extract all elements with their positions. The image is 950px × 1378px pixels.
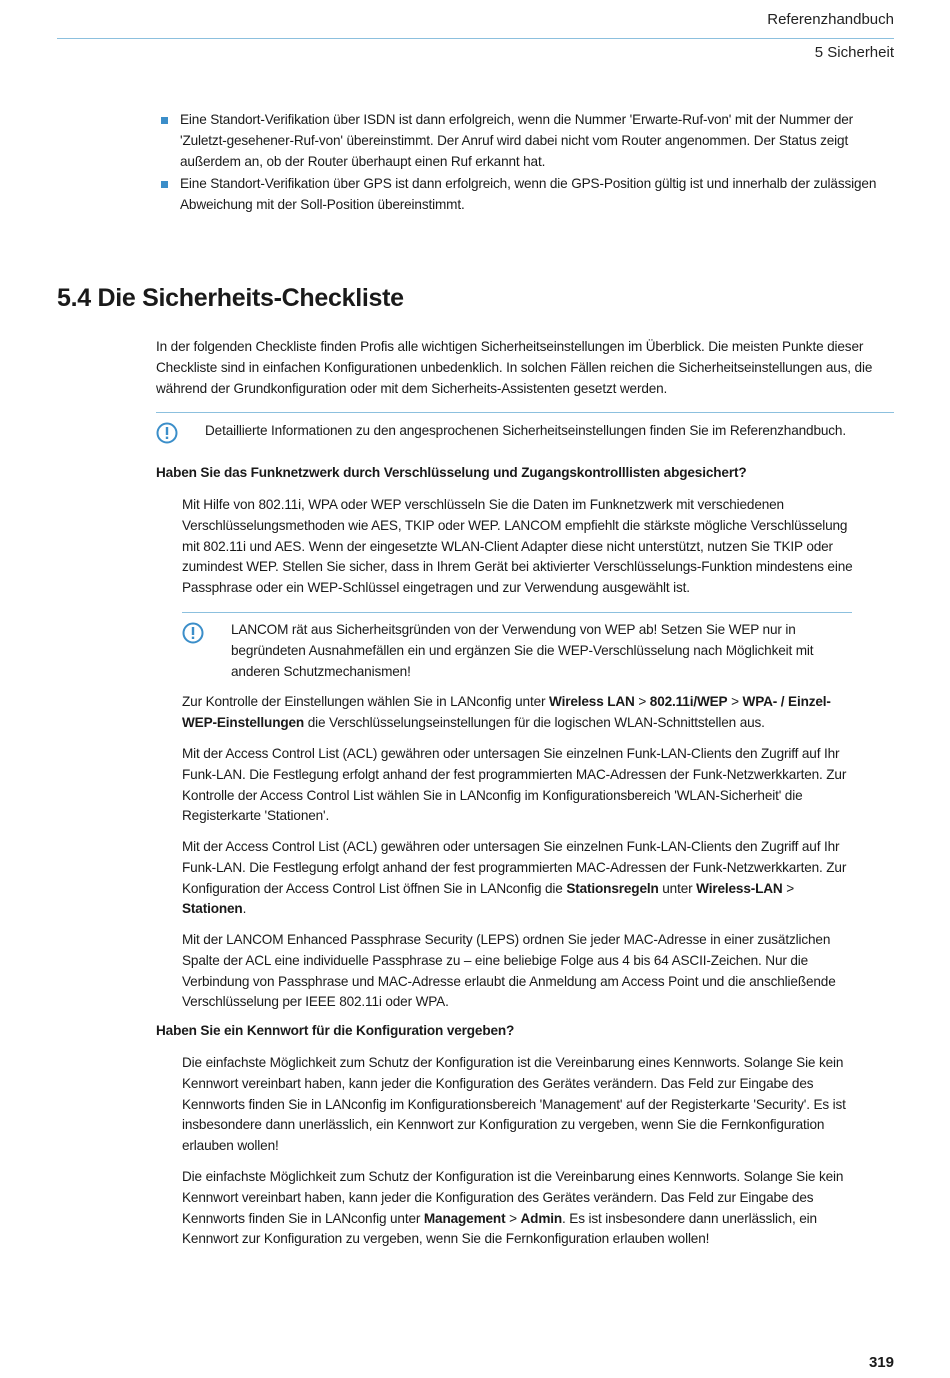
- intro-paragraph: In der folgenden Checkliste finden Profis alle wichtigen Sicherheitseinstellungen im Überblick. Die meisten Punkte dieser Checkliste sind in einfachen Konfigurationen unbedenklich. In solchen Fällen reichen die Sicherheitseinstellungen aus, die während der Grundkonfiguration oder mit dem Sicherheits-Assistenten gesetzt werden.: [156, 339, 873, 396]
- menu-path-wireless-lan: Wireless LAN: [549, 694, 635, 709]
- menu-path-wireless-lan: Wireless-LAN: [696, 880, 783, 896]
- paragraph: Die einfachste Möglichkeit zum Schutz der Konfiguration ist die Vereinbarung eines Kennworts. Solange Sie kein Kennwort vereinbart haben, kann jeder die Konfiguration des Gerätes verändern. Das Feld zur Eingabe des Kennworts finden Sie in LANconfig im Konfigurationsbereich 'Management' auf der Registerkarte 'Security'. Es ist insbesondere dann unerlässlich, ein Kennwort zur Konfiguration zu vergeben, wenn Sie die Fernkonfiguration erlauben wollen!: [182, 1055, 846, 1154]
- paragraph: Mit der Access Control List (ACL) gewähren oder untersagen Sie einzelnen Funk-LAN-Clients den Zugriff auf Ihr Funk-LAN. Die Festlegung erfolgt anhand der fest programmierten MAC-Adressen der Funk-Netzwerkkarten. Zur Konfiguration der Access Control List öffnen Sie in LANconfig die Stationsregeln unter Wireless-LAN > Stationen.: [182, 839, 847, 917]
- list-item: [160, 110, 896, 172]
- note-text: Detaillierte Informationen zu den angesprochenen Sicherheitseinstellungen finden Sie im Referenzhandbuch.: [205, 423, 846, 438]
- menu-path-wpa-wep-settings: WPA- / Einzel-WEP-Einstellungen: [182, 694, 831, 730]
- note-rule: [156, 412, 894, 413]
- question-heading: Haben Sie das Funknetzwerk durch Verschlüsselung und Zugangskontrolllisten abgesichert?: [156, 465, 747, 480]
- menu-path-management: Management: [423, 1210, 506, 1226]
- list-item: [160, 174, 896, 216]
- paragraph: Mit der Access Control List (ACL) gewähren oder untersagen Sie einzelnen Funk-LAN-Clients den Zugriff auf Ihr Funk-LAN. Die Festlegung erfolgt anhand der fest programmierten MAC-Adressen der Funk-Netzwerkkarten. Zur Kontrolle der Access Control List wählen Sie in LANconfig im Konfigurationsbereich 'WLAN-Sicherheit' die Registerkarte 'Stationen'.: [182, 746, 847, 824]
- running-header-chapter: 5 Sicherheit: [814, 44, 894, 61]
- bullet-square-icon: [161, 181, 168, 188]
- menu-path-stationsregeln: Stationsregeln: [566, 880, 659, 896]
- bullet-text: Eine Standort-Verifikation über ISDN ist dann erfolgreich, wenn die Nummer 'Erwarte-Ruf-von' mit der Nummer der 'Zuletzt-gesehener-Ruf-von' übereinstimmt. Der Anruf wird dabei nicht vom Router angenommen. Der Status zeigt außerdem an, ob der Router überhaupt einen Ruf erkannt hat.: [180, 112, 854, 169]
- paragraph: Die einfachste Möglichkeit zum Schutz der Konfiguration ist die Vereinbarung eines Kennworts. Solange Sie kein Kennwort vereinbart haben, kann jeder die Konfiguration des Gerätes verändern. Das Feld zur Eingabe des Kennworts finden Sie in LANconfig unter Management > Admin. Es ist insbesondere dann unerlässlich, ein Kennwort zur Konfiguration zu vergeben, wenn Sie die Fernkonfiguration erlauben wollen!: [182, 1169, 844, 1247]
- note-text: LANCOM rät aus Sicherheitsgründen von der Verwendung von WEP ab! Setzen Sie WEP nur in begründeten Ausnahmefällen ein und ergänzen Sie die WEP-Verschlüsselung nach Möglichkeit mit anderen Schutzmechanismen!: [231, 622, 814, 679]
- paragraph: Mit Hilfe von 802.11i, WPA oder WEP verschlüsseln Sie die Daten im Funknetzwerk mit verschiedenen Verschlüsselungsmethoden wie AES, TKIP oder WEP. LANCOM empfiehlt die stärkste mögliche Verschlüsselung mit 802.11i und AES. Wenn der eingesetzte WLAN-Client Adapter diese nicht unterstützt, nutzen Sie TKIP oder zumindest WEP. Stellen Sie sicher, dass in Ihrem Gerät bei aktivierter Verschlüsselungs-Funktion mindestens eine Passphrase oder ein WEP-Schlüssel eingetragen und zur Verwendung ausgewählt ist.: [182, 497, 853, 596]
- menu-path-stationen: Stationen: [182, 901, 243, 917]
- page-number: 319: [868, 1354, 894, 1371]
- header-rule: [57, 38, 894, 39]
- menu-path-admin: Admin: [520, 1210, 563, 1226]
- paragraph: Mit der LANCOM Enhanced Passphrase Security (LEPS) ordnen Sie jeder MAC-Adresse in einer zusätzlichen Spalte der ACL eine individuelle Passphrase zu – eine beliebige Folge aus 4 bis 64 ASCII-Zeichen. Nur die Verbindung von Passphrase und MAC-Adresse erlaubt die Anmeldung am Access Point und die anschließende Verschlüsselung per IEEE 802.11i oder WPA.: [182, 932, 836, 1010]
- bullet-square-icon: [161, 117, 168, 124]
- bullet-text: Eine Standort-Verifikation über GPS ist dann erfolgreich, wenn die GPS-Position gültig ist und innerhalb der zulässigen Abweichung mit der Soll-Position übereinstimmt.: [180, 176, 877, 213]
- menu-path-802-11i-wep: 802.11i/WEP: [649, 694, 728, 709]
- note-rule: [182, 612, 852, 613]
- warning-icon: [182, 622, 204, 644]
- question-heading: Haben Sie ein Kennwort für die Konfiguration vergeben?: [156, 1023, 515, 1038]
- running-header-title: Referenzhandbuch: [767, 11, 894, 28]
- warning-icon: [156, 422, 178, 444]
- paragraph: Zur Kontrolle der Einstellungen wählen Sie in LANconfig unter Wireless LAN > 802.11i/WEP > WPA- / Einzel-WEP-Einstellungen die Verschlüsselungseinstellungen für die logischen WLAN-Schnittstellen aus.: [182, 694, 831, 730]
- section-title: 5.4 Die Sicherheits-Checkliste: [57, 284, 404, 312]
- bullet-list: [160, 110, 896, 218]
